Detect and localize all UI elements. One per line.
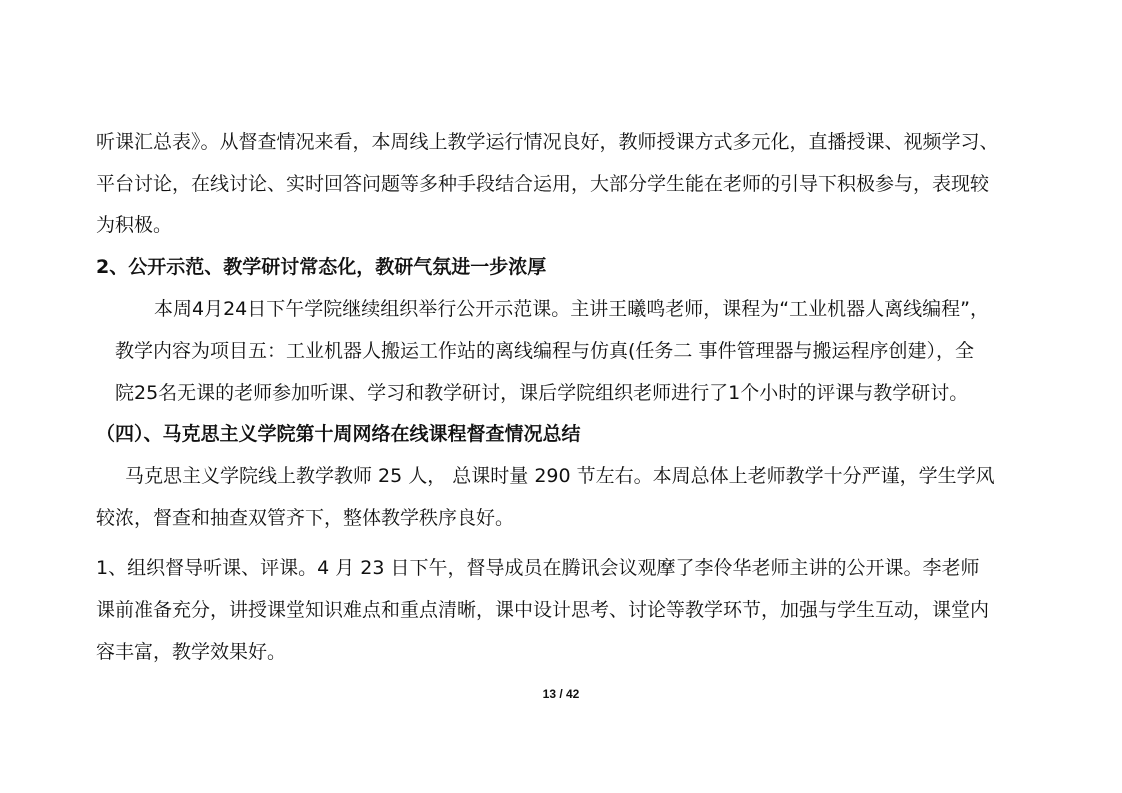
paragraph-summary-line-1: 听课汇总表》。从督查情况来看，本周线上教学运行情况良好，教师授课方式多元化，直播授课、视频学习、 — [96, 131, 999, 153]
paragraph-demo-line-3: 院25名无课的老师参加听课、学习和教学研讨，课后学院组织老师进行了1个小时的评课与教学研讨。 — [115, 382, 969, 404]
section-heading-2: 2、公开示范、教学研讨常态化，教研气氛进一步浓厚 — [96, 256, 547, 278]
section-heading-4: （四）、马克思主义学院第十周网络在线课程督查情况总结 — [96, 423, 581, 445]
paragraph-demo-line-2: 教学内容为项目五：工业机器人搬运工作站的离线编程与仿真(任务二 事件管理器与搬运程序创建），全 — [115, 340, 974, 362]
paragraph-summary-line-2: 平台讨论，在线讨论、实时回答问题等多种手段结合运用，大部分学生能在老师的引导下积极参与，表现较 — [96, 173, 990, 195]
paragraph-supervision-line-3: 容丰富，教学效果好。 — [96, 641, 287, 663]
paragraph-demo-line-1: 本周4月24日下午学院继续组织举行公开示范课。主讲王曦鸣老师，课程为“工业机器人离线编程”， — [154, 298, 989, 320]
page-number: 13 / 42 — [542, 687, 580, 701]
paragraph-marx-line-1: 马克思主义学院线上教学教师 25 人， 总课时量 290 节左右。本周总体上老师教学十分严谨，学生学风 — [125, 465, 995, 487]
paragraph-supervision-line-1: 1、组织督导听课、评课。4 月 23 日下午，督导成员在腾讯会议观摩了李伶华老师主讲的公开课。李老师 — [96, 557, 980, 579]
paragraph-summary-line-3: 为积极。 — [96, 214, 173, 236]
paragraph-marx-line-2: 较浓，督查和抽查双管齐下，整体教学秩序良好。 — [96, 507, 515, 529]
paragraph-supervision-line-2: 课前准备充分，讲授课堂知识难点和重点清晰，课中设计思考、讨论等教学环节，加强与学生互动，课堂内 — [96, 599, 990, 621]
